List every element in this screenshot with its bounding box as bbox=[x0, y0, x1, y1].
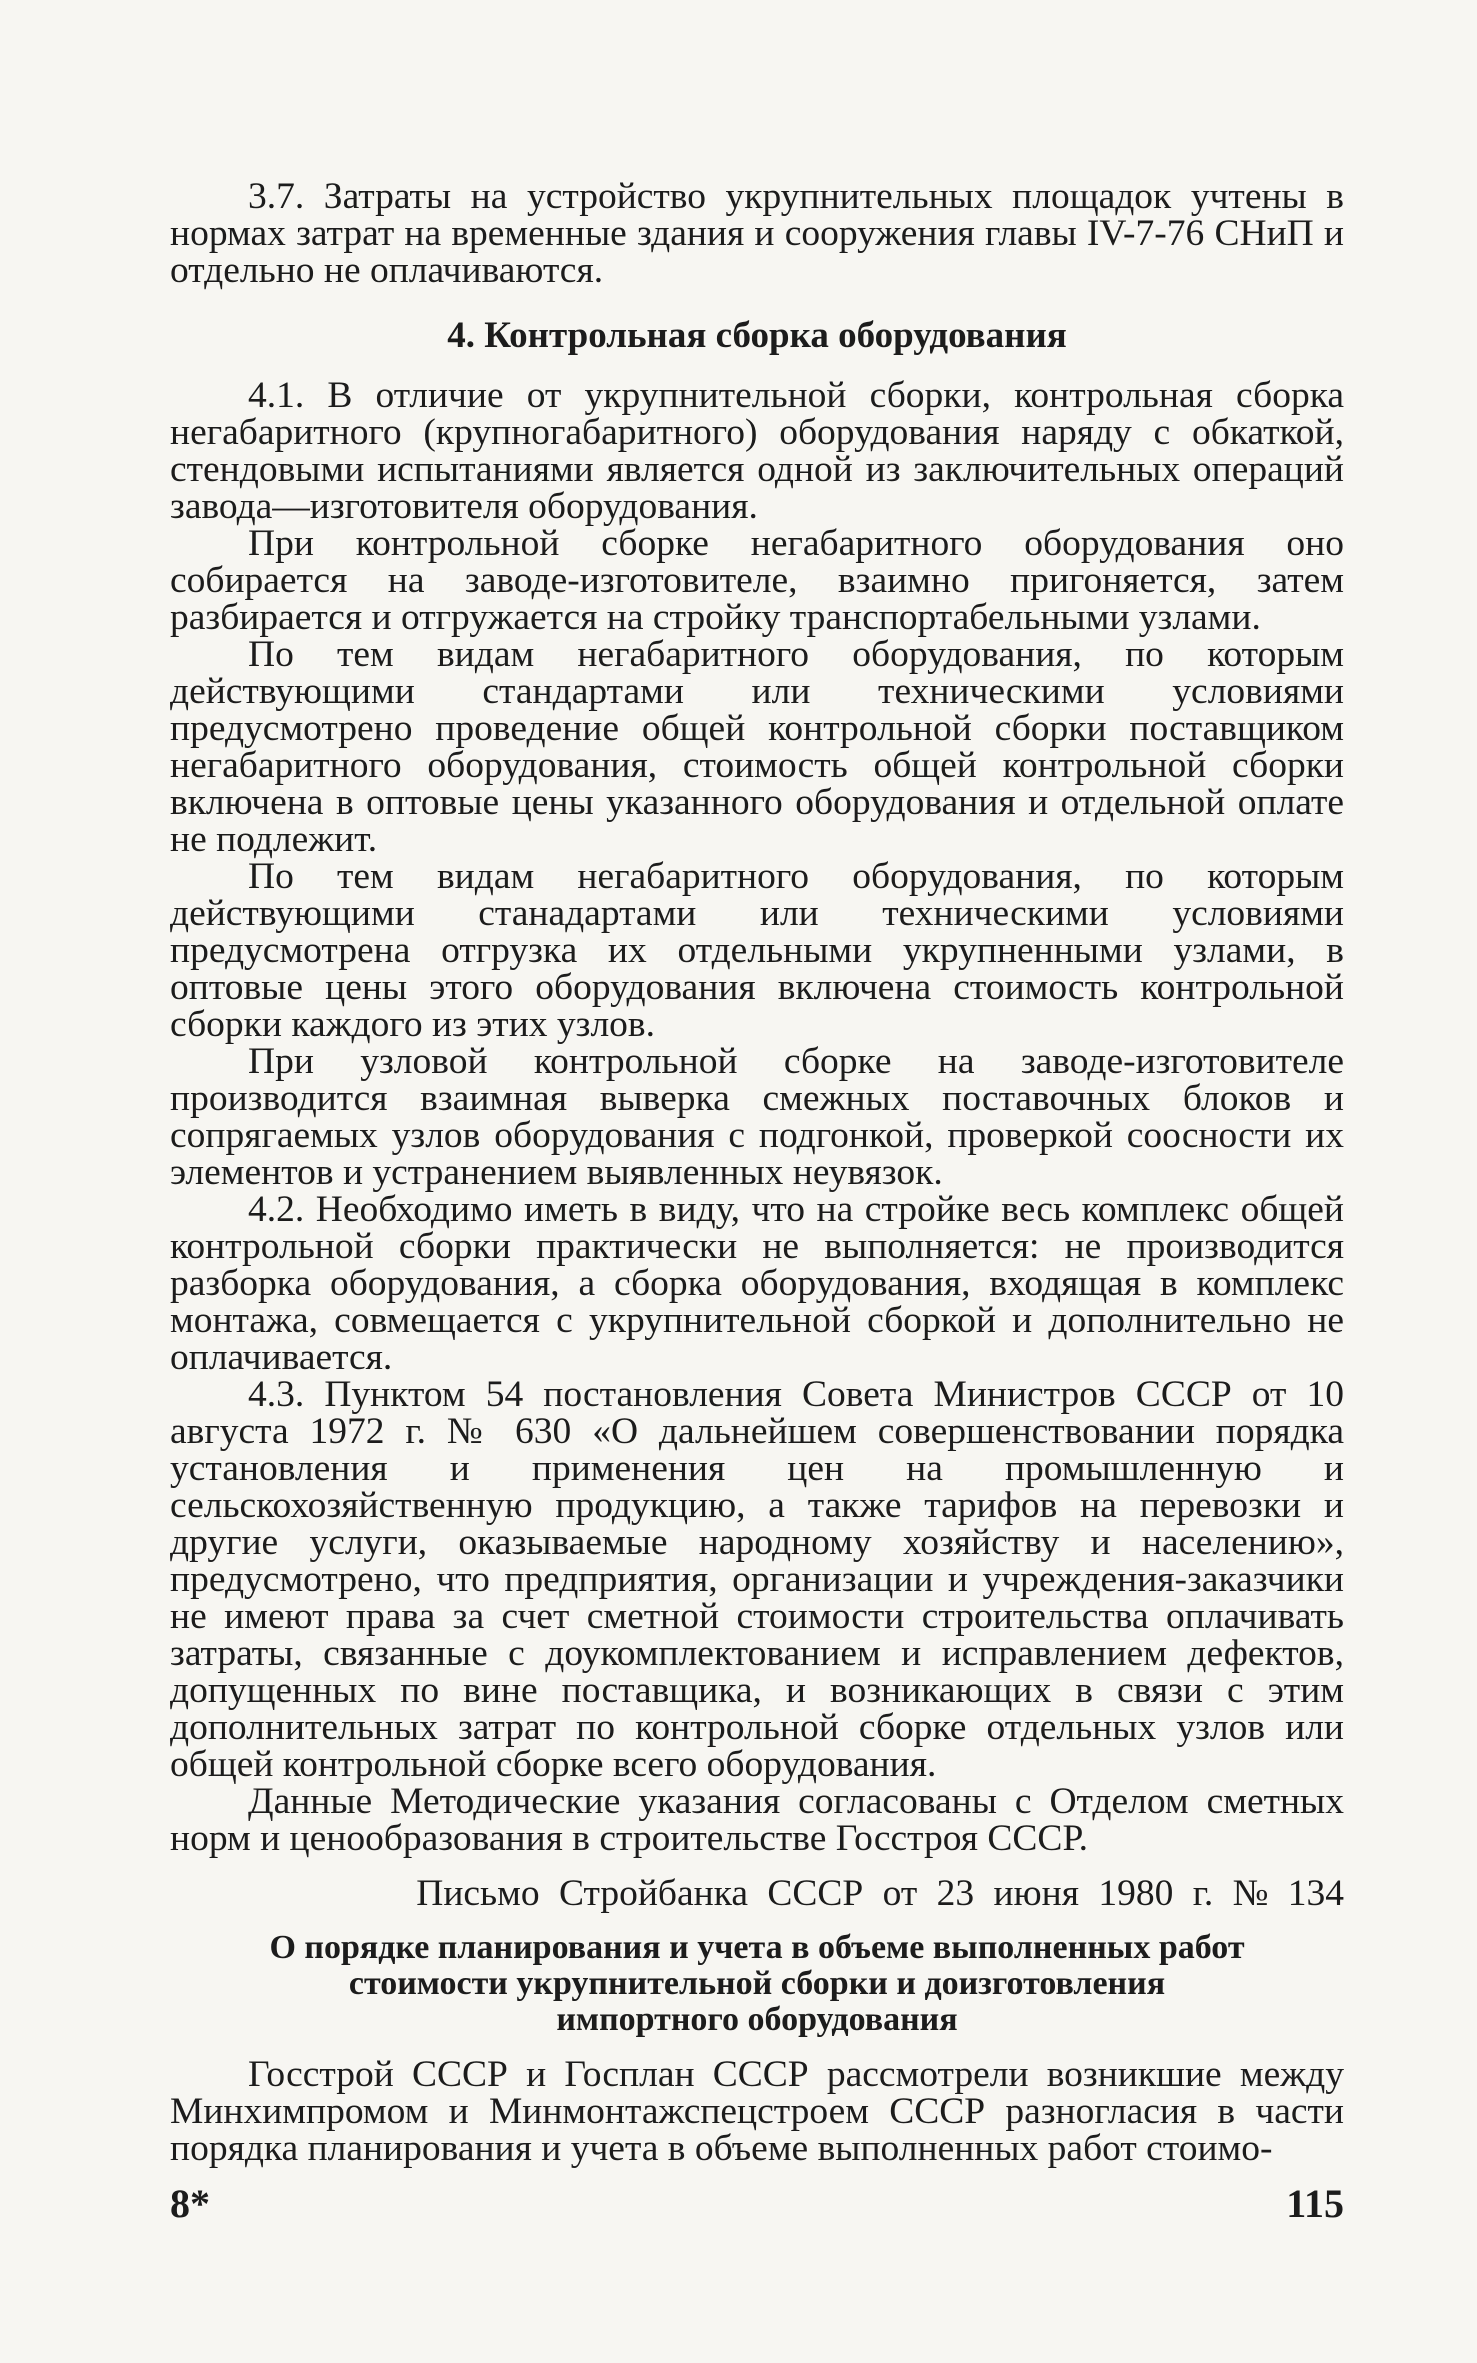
second-heading-line: импортного оборудования bbox=[556, 2001, 958, 2038]
paragraph-4-2: 4.2. Необходимо иметь в виду, что на стройке весь комплекс общей контрольной сборки практически не выполняется: не производится разборка оборудования, а сборка оборудования, входящая в комплекс монтажа, совмещается с укрупнительной сборкой и дополнительно не оплачивается. bbox=[170, 1189, 1344, 1378]
paragraph: При узловой контрольной сборке на заводе-изготовителе производится взаимная выверка смежных поставочных блоков и сопрягаемых узлов оборудования с подгонкой, проверкой соосности их элементов и устранением выявленных неувязок. bbox=[170, 1041, 1344, 1193]
second-heading-line: О порядке планирования и учета в объеме выполненных работ bbox=[269, 1929, 1245, 1966]
signature-mark: 8* bbox=[170, 2181, 210, 2226]
paragraph: По тем видам негабаритного оборудования, по которым действующими стандартами или техническими условиями предусмотрено проведение общей контрольной сборки поставщиком негабаритного оборудования, стоимость общей контрольной сборки включена в оптовые цены указанного оборудования и отдельной оплате не подлежит. bbox=[170, 634, 1344, 860]
paragraph-4-1: 4.1. В отличие от укрупнительной сборки, контрольная сборка негабаритного (крупногабаритного) оборудования наряду с обкаткой, стендовыми испытаниями является одной из заключительных операций завода—изготовителя оборудования. bbox=[170, 375, 1344, 527]
paragraph-3-7: 3.7. Затраты на устройство укрупнительных площадок учтены в нормах затрат на временные здания и сооружения главы IV-7-76 СНиП и отдельно не оплачиваются. bbox=[170, 176, 1344, 291]
paragraph: По тем видам негабаритного оборудования, по которым действующими станадартами или техническими условиями предусмотрена отгрузка их отдельными укрупненными узлами, в оптовые цены этого оборудования включена стоимость контрольной сборки каждого из этих узлов. bbox=[170, 856, 1344, 1045]
section-heading: 4. Контрольная сборка оборудования bbox=[447, 315, 1067, 356]
page-footer bbox=[170, 2180, 1344, 2227]
second-heading-line: стоимости укрупнительной сборки и доизготовления bbox=[348, 1965, 1166, 2002]
paragraph: Госстрой СССР и Госплан СССР рассмотрели возникшие между Минхимпромом и Минмонтажспецстроем СССР разногласия в части порядка планирования и учета в объеме выполненных работ стоимо- bbox=[170, 2054, 1344, 2169]
paragraph-4-3: 4.3. Пунктом 54 постановления Совета Министров СССР от 10 августа 1972 г. № 630 «О дальнейшем совершенствовании порядка установления и применения цен на промышленную и сельскохозяйственную продукцию, а также тарифов на перевозки и другие услуги, оказываемые народному хозяйству и населению», предусмотрено, что предприятия, организации и учреждения-заказчики не имеют права за счет сметной стоимости строительства оплачивать затраты, связанные с доукомплектованием и исправлением дефектов, допущенных по вине поставщика, и возникающих в связи с этим дополнительных затрат по контрольной сборке отдельных узлов или общей контрольной сборке всего оборудования. bbox=[170, 1374, 1344, 1785]
paragraph: При контрольной сборке негабаритного оборудования оно собирается на заводе-изготовителе, взаимно пригоняется, затем разбирается и отгружается на стройку транспортабельными узлами. bbox=[170, 523, 1344, 638]
page-number: 115 bbox=[1286, 2181, 1344, 2226]
paragraph: Данные Методические указания согласованы с Отделом сметных норм и ценообразования в строительстве Госстроя СССР. bbox=[170, 1781, 1344, 1859]
letter-reference: Письмо Стройбанка СССР от 23 июня 1980 г. № 134 bbox=[416, 1873, 1344, 1914]
second-heading bbox=[170, 1930, 1344, 2038]
